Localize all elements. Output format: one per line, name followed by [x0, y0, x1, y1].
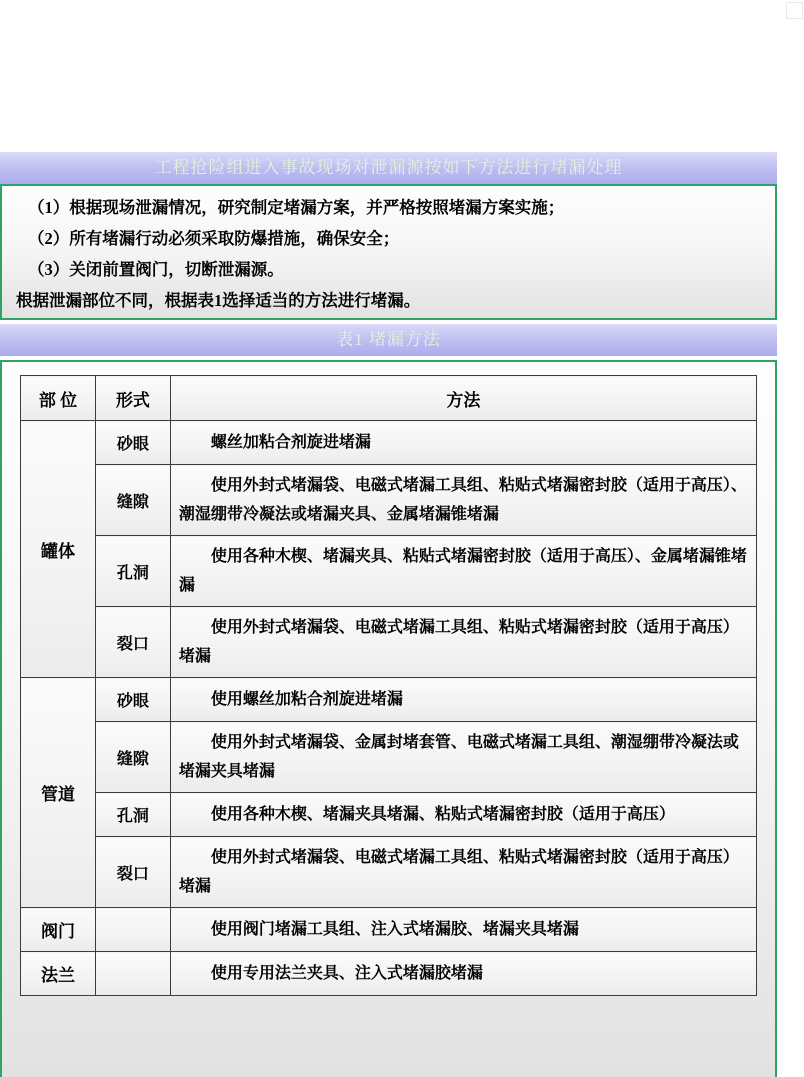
table-row [21, 421, 757, 465]
header-method: 方法 [170, 376, 756, 421]
intro-note: 根据泄漏部位不同，根据表1选择适当的方法进行堵漏。 [16, 291, 421, 310]
method-text: 使用外封式堵漏袋、电磁式堵漏工具组、粘贴式堵漏密封胶（适用于高压）堵漏 [178, 619, 739, 665]
corner-checkbox[interactable] [786, 2, 803, 19]
form-cell: 砂眼 [95, 678, 170, 722]
part-cell: 阀门 [21, 908, 96, 952]
intro-line-3: （3）关闭前置阀门，切断泄漏源。 [28, 260, 284, 279]
method-cell [170, 678, 756, 722]
table-row [21, 722, 757, 793]
table-row [21, 607, 757, 678]
method-cell [170, 952, 756, 996]
method-cell [170, 421, 756, 465]
table-row [21, 793, 757, 837]
header-form: 形式 [95, 376, 170, 421]
table-header-row [21, 376, 757, 421]
table-row [21, 908, 757, 952]
method-cell [170, 607, 756, 678]
part-cell: 法兰 [21, 952, 96, 996]
form-cell: 缝隙 [95, 465, 170, 536]
form-cell: 裂口 [95, 837, 170, 908]
part-cell: 管道 [21, 678, 96, 908]
method-cell [170, 793, 756, 837]
form-cell [95, 952, 170, 996]
table-row [21, 952, 757, 996]
form-cell: 裂口 [95, 607, 170, 678]
method-text: 使用外封式堵漏袋、电磁式堵漏工具组、粘贴式堵漏密封胶（适用于高压）堵漏 [178, 849, 739, 895]
part-cell: 罐体 [21, 421, 96, 678]
method-text: 使用各种木楔、堵漏夹具、粘贴式堵漏密封胶（适用于高压）、金属堵漏锥堵漏 [178, 548, 747, 594]
table-title: 表1 堵漏方法 [336, 330, 441, 349]
method-text: 使用外封式堵漏袋、电磁式堵漏工具组、粘贴式堵漏密封胶（适用于高压）、潮湿绷带冷凝法或堵漏夹具、金属堵漏锥堵漏 [178, 477, 747, 523]
intro-line-2: （2）所有堵漏行动必须采取防爆措施，确保安全； [28, 229, 400, 248]
method-text: 使用各种木楔、堵漏夹具堵漏、粘贴式堵漏密封胶（适用于高压） [210, 806, 675, 823]
document-content [0, 152, 777, 1077]
intro-panel [0, 184, 777, 320]
table-row [21, 465, 757, 536]
method-text: 使用螺丝加粘合剂旋进堵漏 [210, 691, 403, 708]
section-header-banner [0, 152, 777, 184]
table-row [21, 678, 757, 722]
form-cell: 孔洞 [95, 793, 170, 837]
form-cell [95, 908, 170, 952]
form-cell: 缝隙 [95, 722, 170, 793]
method-text: 使用专用法兰夹具、注入式堵漏胶堵漏 [210, 965, 483, 982]
section-header-title: 工程抢险组进入事故现场对泄漏源按如下方法进行堵漏处理 [154, 158, 623, 177]
intro-line-1: （1）根据现场泄漏情况，研究制定堵漏方案，并严格按照堵漏方案实施； [28, 198, 565, 217]
table-title-banner [0, 324, 777, 356]
plugging-methods-table [20, 375, 757, 996]
table-row [21, 837, 757, 908]
method-text: 使用外封式堵漏袋、金属封堵套管、电磁式堵漏工具组、潮湿绷带冷凝法或堵漏夹具堵漏 [178, 734, 739, 780]
form-cell: 砂眼 [95, 421, 170, 465]
method-cell [170, 465, 756, 536]
form-cell: 孔洞 [95, 536, 170, 607]
method-cell [170, 722, 756, 793]
method-cell [170, 837, 756, 908]
header-part: 部 位 [21, 376, 96, 421]
method-text: 使用阀门堵漏工具组、注入式堵漏胶、堵漏夹具堵漏 [210, 921, 579, 938]
method-cell [170, 908, 756, 952]
table-row [21, 536, 757, 607]
method-cell [170, 536, 756, 607]
table-panel [0, 360, 777, 1077]
method-text: 螺丝加粘合剂旋进堵漏 [210, 434, 371, 451]
